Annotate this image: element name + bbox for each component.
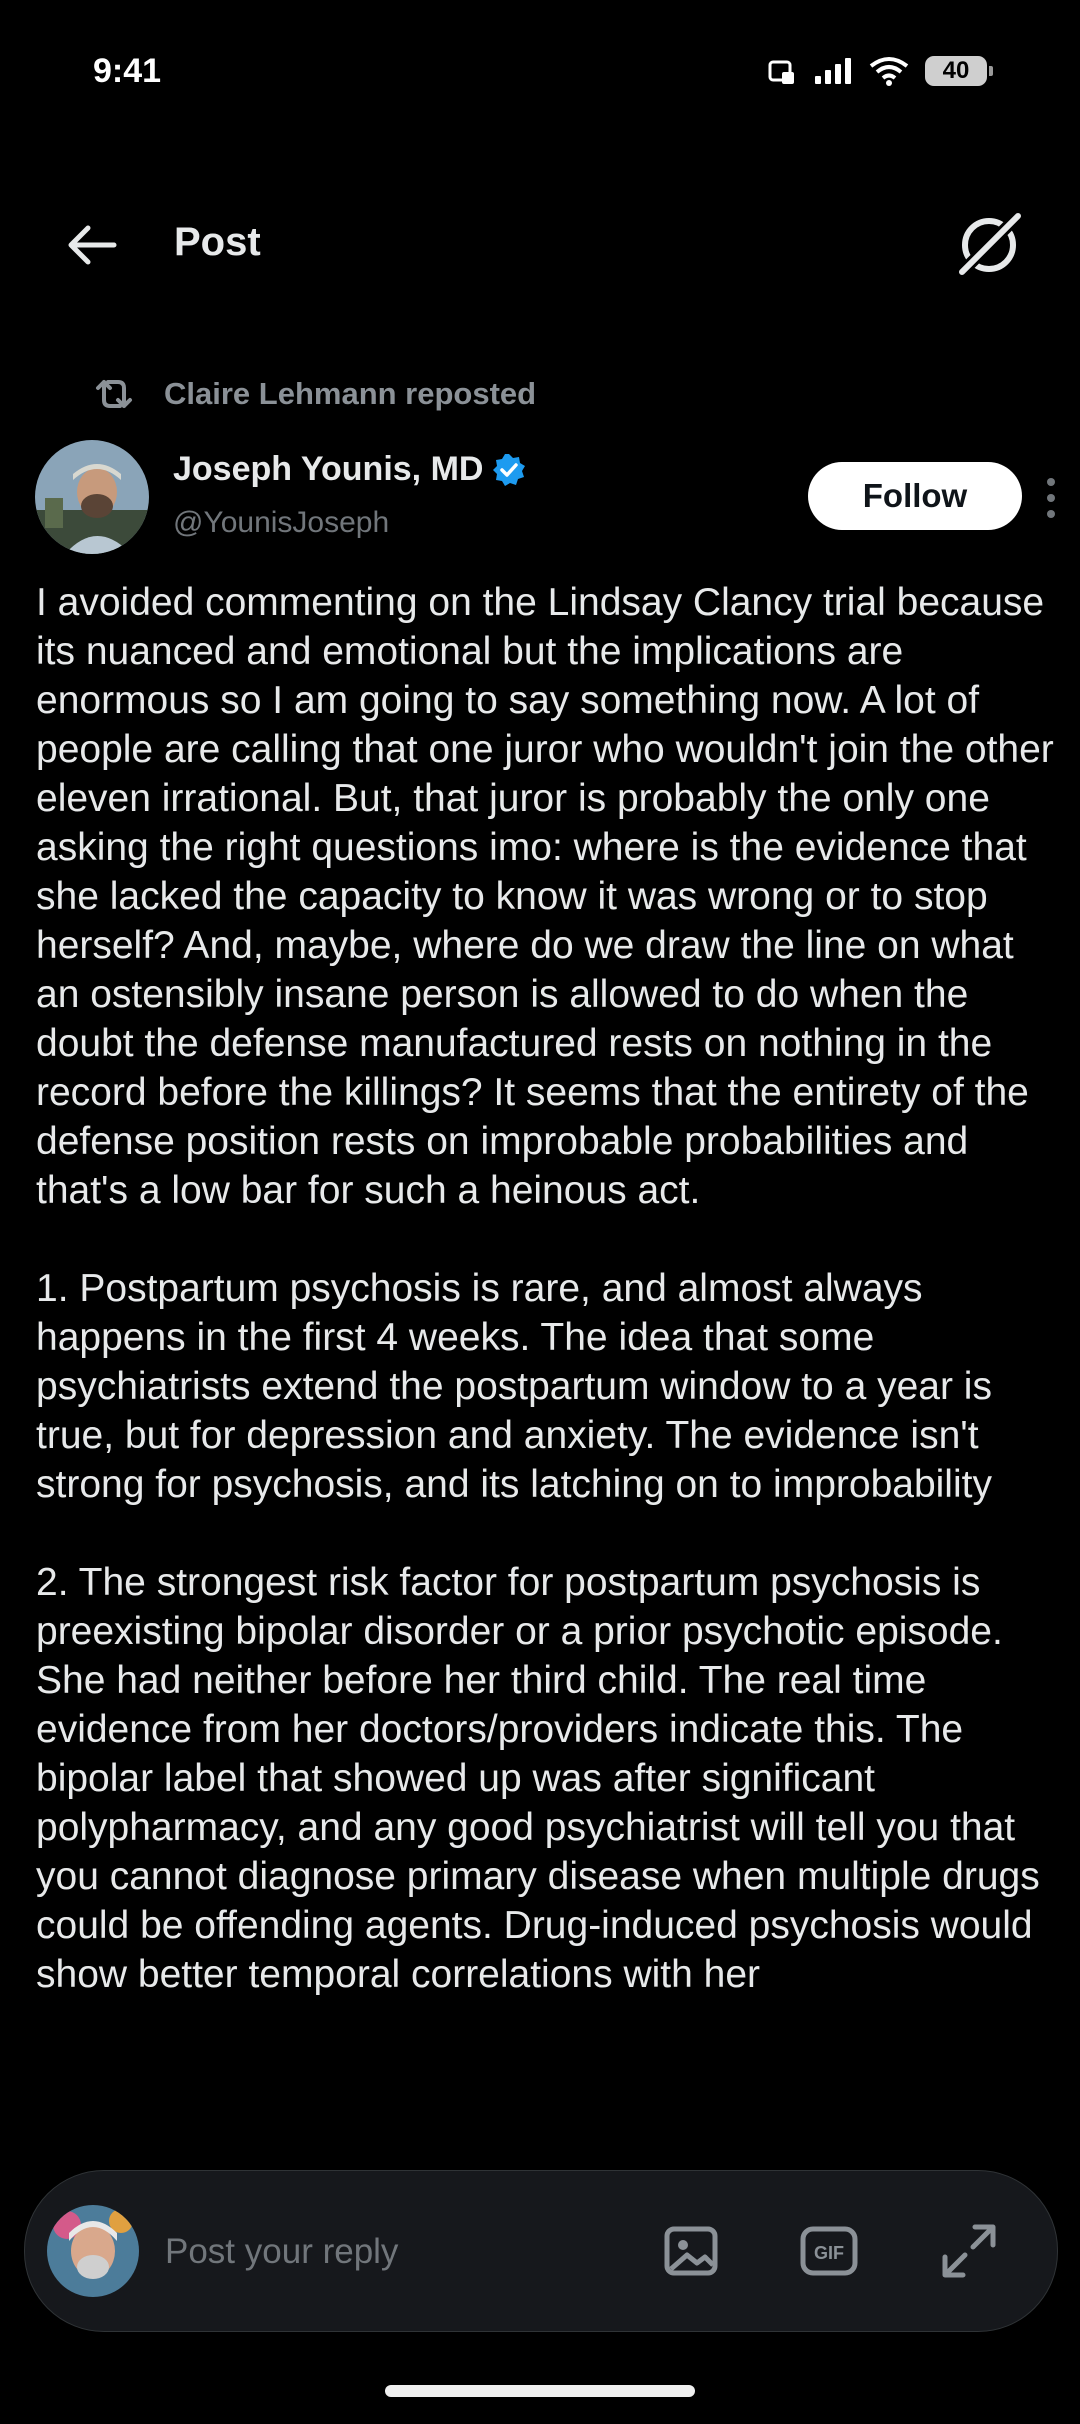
- user-avatar[interactable]: [47, 2205, 139, 2297]
- battery-indicator: [925, 56, 987, 86]
- post-paragraph: I avoided commenting on the Lindsay Clancy trial because its nuanced and emotional but the implications are enormous so I am going to say something now. A lot of people are calling that one juror who wouldn't join the other eleven irrational. But, that juror is probably the only one asking the right questions imo: where is the evidence that she lacked the capacity to know it was wrong or to stop herself? And, maybe, where do we draw the line on what an ostensibly insane person is allowed to do when the doubt the defense manufactured rests on nothing in the record before the killings? It seems that the entirety of the defense position rests on improbable probabilities and that's a low bar for such a heinous act.: [36, 581, 1054, 1212]
- home-indicator[interactable]: [385, 2385, 695, 2397]
- follow-button[interactable]: Follow: [808, 462, 1022, 530]
- reply-composer: [24, 2170, 1058, 2332]
- author-name-row: [173, 450, 527, 489]
- author-name[interactable]: Joseph Younis, MD: [173, 450, 484, 488]
- post-text: [36, 578, 1056, 2178]
- repost-icon: [90, 370, 138, 418]
- post-header: [0, 190, 1080, 300]
- post-paragraph: 1. Postpartum psychosis is rare, and almost always happens in the first 4 weeks. The idea that some psychiatrists extend the postpartum window to a year is true, but for depression and anxiety. The evidence isn't strong for psychosis, and its latching on to improbability: [36, 1267, 992, 1506]
- repost-text: Claire Lehmann reposted: [164, 376, 537, 411]
- author-avatar-image: [35, 440, 149, 554]
- signal-icon: [813, 56, 853, 86]
- svg-text:GIF: GIF: [814, 2243, 844, 2263]
- status-time: 9:41: [93, 52, 162, 90]
- page-title: Post: [174, 220, 261, 264]
- status-bar: [0, 0, 1080, 150]
- more-vertical-icon[interactable]: [1045, 476, 1057, 520]
- wifi-icon: [869, 56, 909, 86]
- status-icons: [767, 56, 987, 86]
- grok-icon[interactable]: [954, 210, 1024, 280]
- image-icon[interactable]: [659, 2219, 723, 2283]
- arrow-left-icon[interactable]: [62, 215, 122, 275]
- calendar-icon: [767, 56, 797, 86]
- reply-input[interactable]: [163, 2223, 647, 2281]
- post-author: [35, 440, 1045, 560]
- author-handle[interactable]: @YounisJoseph: [173, 506, 390, 539]
- post-paragraph: 2. The strongest risk factor for postpartum psychosis is preexisting bipolar disorder or a prior psychotic episode. She had neither before her third child. The real time evidence from her doctors/providers indicate this. The bipolar label that showed up was after significant polypharmacy, and any good psychiatrist will tell you that you cannot diagnose primary disease when multiple drugs could be offending agents. Drug-induced psychosis would show better temporal correlations with her: [36, 1561, 1040, 1996]
- battery-level: 40: [942, 57, 970, 84]
- gif-icon[interactable]: [797, 2219, 861, 2283]
- author-avatar[interactable]: [35, 440, 149, 554]
- repost-indicator: [90, 370, 536, 418]
- user-avatar-image: [47, 2205, 139, 2297]
- expand-icon[interactable]: [937, 2219, 1001, 2283]
- verified-badge-icon: [491, 452, 527, 488]
